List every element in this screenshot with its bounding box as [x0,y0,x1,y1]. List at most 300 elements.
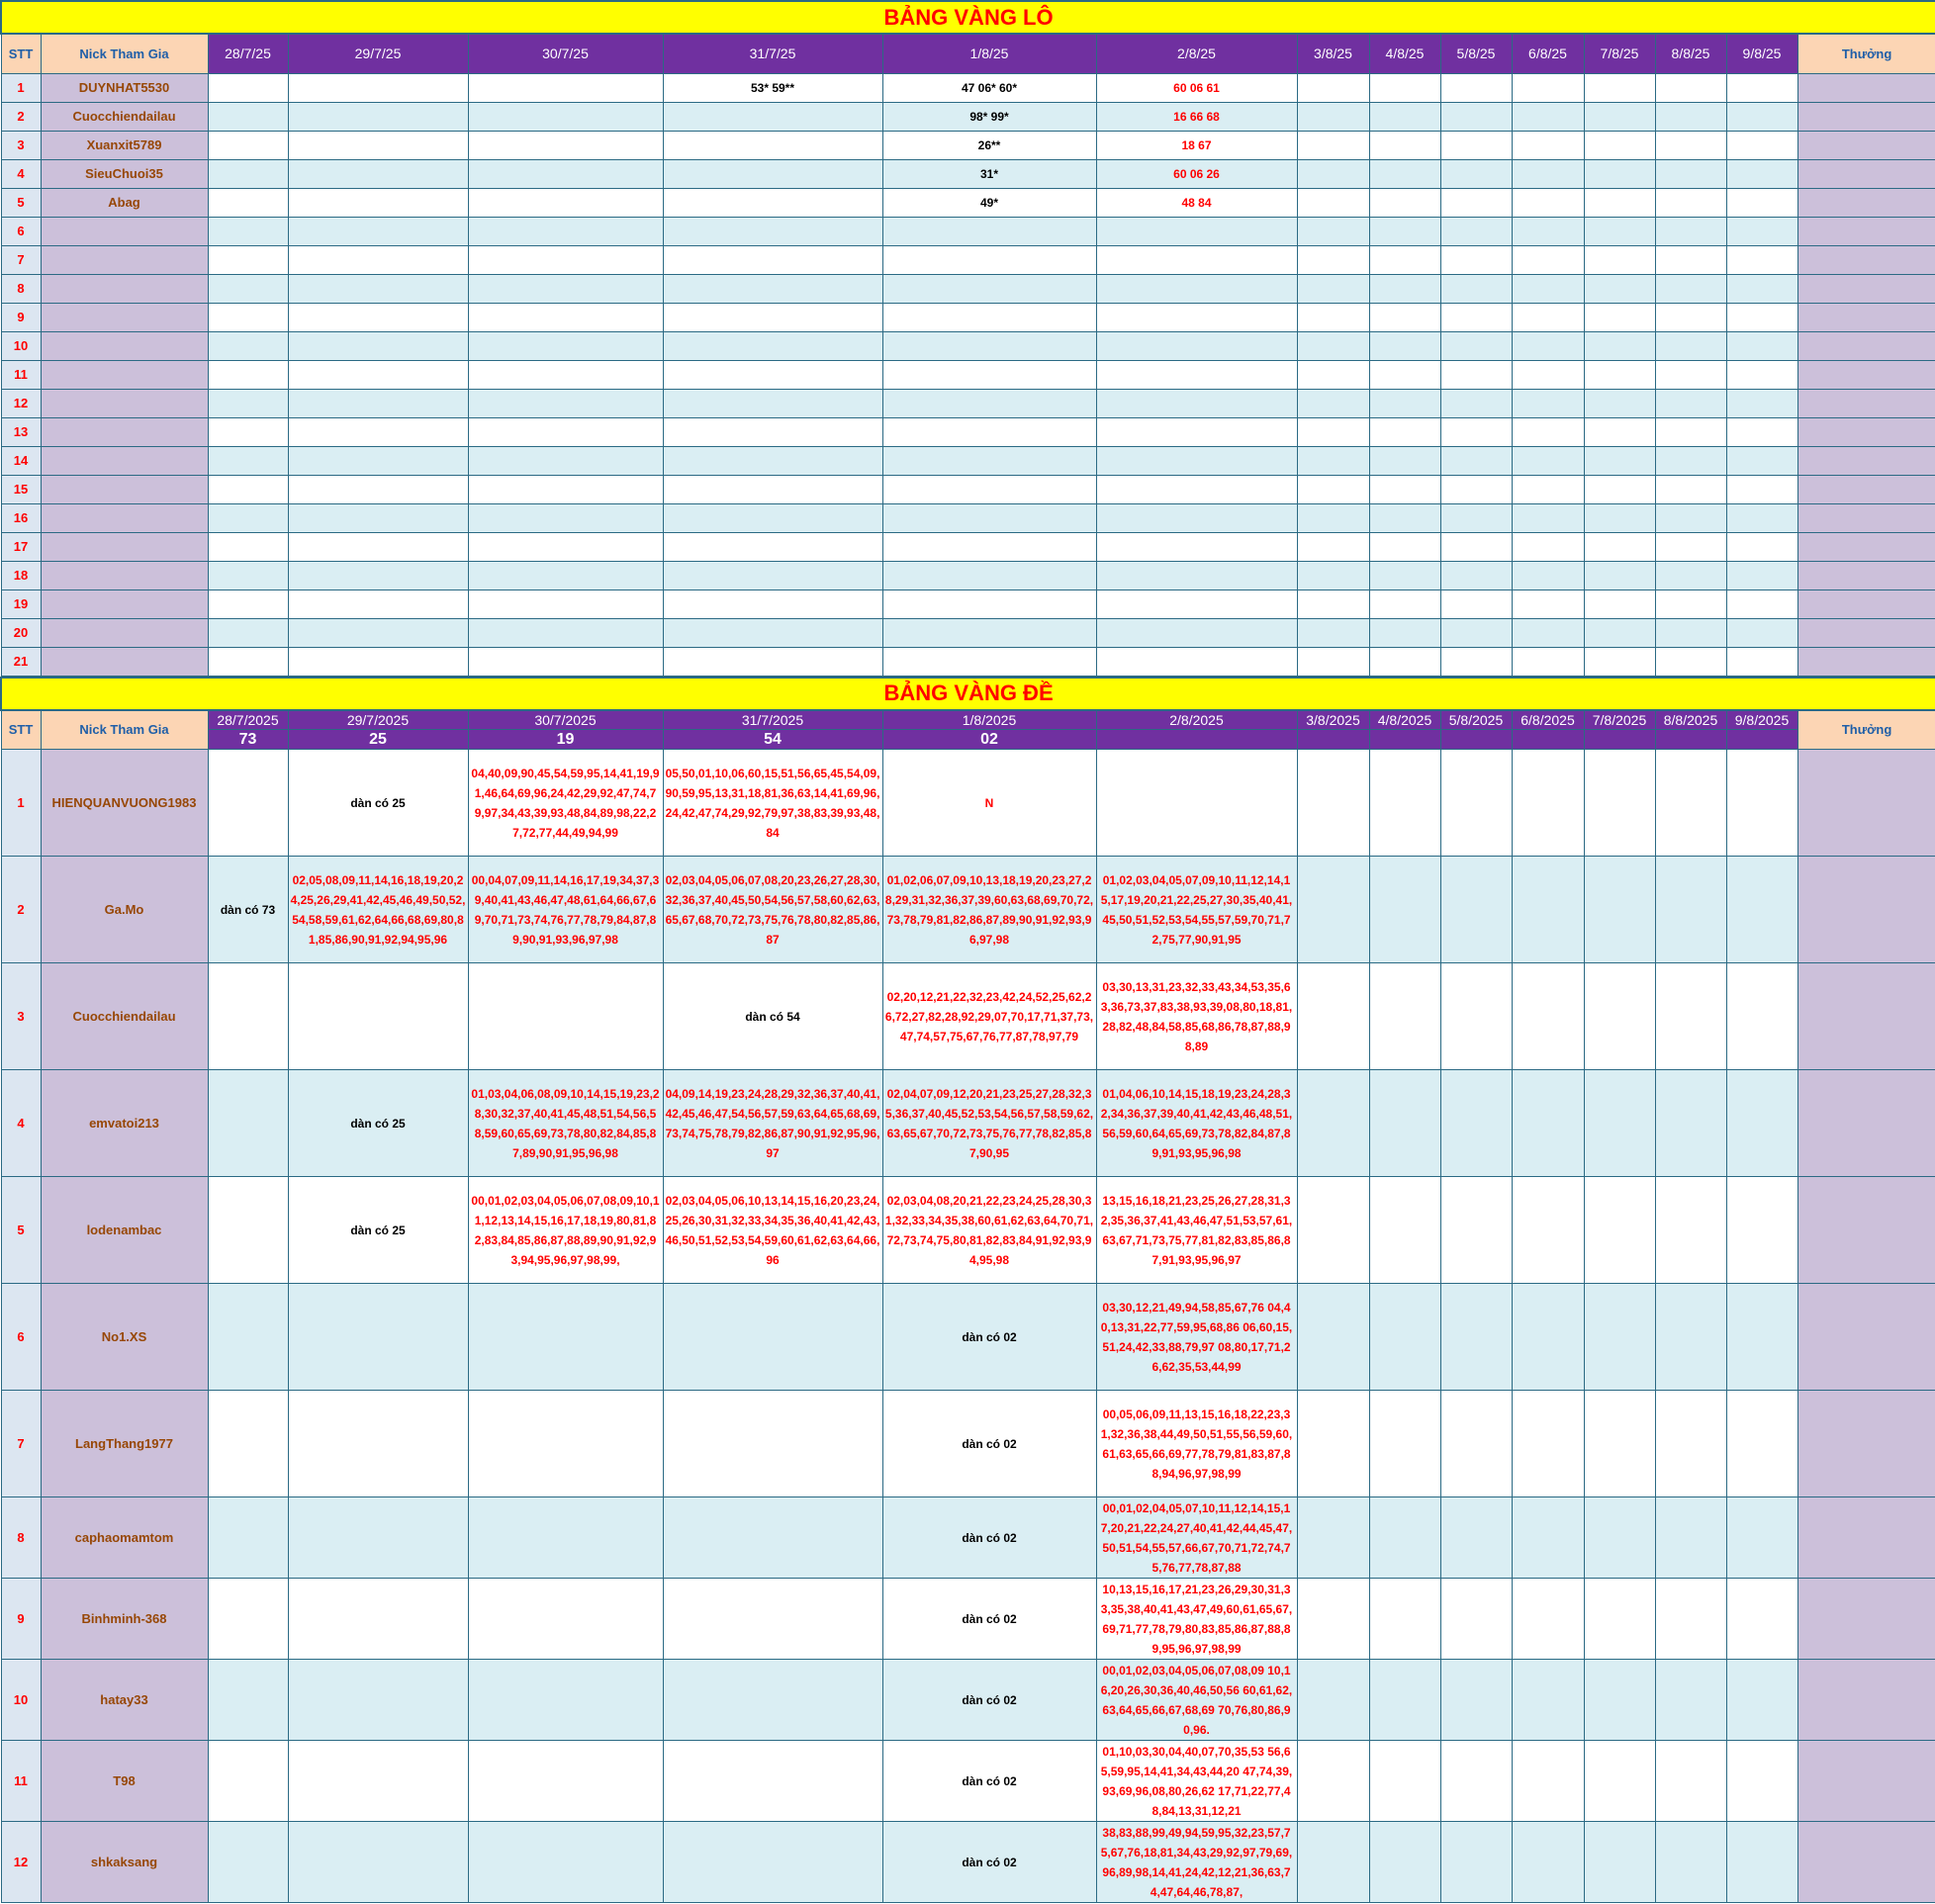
lo-cell [1297,131,1369,159]
lo-cell [1655,360,1726,389]
de-cell [1655,963,1726,1070]
lo-cell [1297,188,1369,217]
lo-nick [41,360,208,389]
de-cell: 01,04,06,10,14,15,18,19,23,24,28,32,34,36,37,39,40,41,42,43,46,48,51,56,59,60,64,65,69,73,78,82,84,87,89,91,93,95,96,98 [1096,1070,1297,1177]
de-reward-cell [1797,1177,1935,1284]
de-cell [208,1497,288,1579]
lo-cell [1297,303,1369,331]
lo-cell [882,245,1096,274]
lo-cell [288,217,468,245]
lo-cell [1369,331,1440,360]
de-cell [288,1579,468,1660]
lo-nick [41,331,208,360]
de-nick: caphaomamtom [41,1497,208,1579]
lo-cell [208,73,288,102]
lo-cell [1369,561,1440,589]
de-cell [468,1284,663,1391]
lo-cell [1512,188,1584,217]
lo-cell [288,561,468,589]
de-cell [1512,857,1584,963]
lo-cell [1369,417,1440,446]
de-cell [1512,1070,1584,1177]
lo-cell [1440,217,1512,245]
de-table [0,677,1935,1904]
lo-cell [1440,102,1512,131]
lo-cell [663,131,882,159]
lo-row [1,303,1935,331]
de-cell [208,1741,288,1822]
lo-header-stt: STT [1,34,41,73]
lo-cell [288,618,468,647]
de-stt: 3 [1,963,41,1070]
lo-cell [208,245,288,274]
lo-row [1,503,1935,532]
lo-cell [1512,131,1584,159]
lo-cell [1512,532,1584,561]
lo-stt: 10 [1,331,41,360]
de-cell [663,1284,882,1391]
de-cell: 02,20,12,21,22,32,23,42,24,52,25,62,26,72,27,82,28,92,29,07,70,17,71,37,73,47,74,57,75,67,76,77,87,78,97,79 [882,963,1096,1070]
lo-cell [663,245,882,274]
lo-cell [1512,417,1584,446]
lo-row [1,561,1935,589]
de-cell [663,1497,882,1579]
lo-cell [1297,475,1369,503]
de-cell [663,1391,882,1497]
lo-header-date: 6/8/25 [1512,34,1584,73]
lo-cell [1584,274,1655,303]
de-cell [468,1579,663,1660]
lo-header-date: 4/8/25 [1369,34,1440,73]
de-header-date: 7/8/2025 [1584,710,1655,730]
lo-cell [1096,503,1297,532]
lo-cell [1440,389,1512,417]
lo-nick: SieuChuoi35 [41,159,208,188]
lo-cell [1584,245,1655,274]
lo-cell [663,303,882,331]
lo-nick [41,389,208,417]
lo-cell [1512,589,1584,618]
de-cell [1440,1579,1512,1660]
lo-cell [1297,561,1369,589]
de-header-date: 4/8/2025 [1369,710,1440,730]
lo-nick [41,417,208,446]
lo-cell [663,647,882,676]
lo-cell [1369,274,1440,303]
de-header-date: 2/8/2025 [1096,710,1297,730]
lo-reward-cell [1797,618,1935,647]
de-cell [1440,963,1512,1070]
de-cell [1584,750,1655,857]
lo-cell [468,618,663,647]
lo-cell [468,274,663,303]
de-cell [1440,1822,1512,1903]
de-cell: 00,04,07,09,11,14,16,17,19,34,37,39,40,41,43,46,47,48,61,64,66,67,69,70,71,73,74,76,77,78,79,84,87,89,90,91,93,96,97,98 [468,857,663,963]
lo-cell [1297,503,1369,532]
de-cell [1655,1497,1726,1579]
de-stt: 11 [1,1741,41,1822]
de-cell [1369,750,1440,857]
lo-cell [288,331,468,360]
de-cell [1655,1660,1726,1741]
lo-row [1,475,1935,503]
de-header-date: 9/8/2025 [1726,710,1797,730]
de-reward-cell [1797,750,1935,857]
lo-cell [1369,303,1440,331]
lo-cell [1512,102,1584,131]
lo-nick [41,274,208,303]
de-result [1512,730,1584,750]
de-stt: 7 [1,1391,41,1497]
lo-cell [1726,561,1797,589]
lo-reward-cell [1797,73,1935,102]
lo-cell [1096,618,1297,647]
lo-cell [1655,417,1726,446]
de-row [1,750,1935,857]
de-cell [1297,1284,1369,1391]
de-cell [208,1391,288,1497]
lo-cell [1440,532,1512,561]
lo-header-date: 5/8/25 [1440,34,1512,73]
lo-header-date: 30/7/25 [468,34,663,73]
lo-cell [468,245,663,274]
de-cell [1726,857,1797,963]
lo-title: BẢNG VÀNG LÔ [1,1,1935,34]
lo-cell [882,417,1096,446]
lo-cell [468,73,663,102]
lo-cell [1297,73,1369,102]
de-cell [1726,1741,1797,1822]
lo-stt: 21 [1,647,41,676]
lo-cell [288,446,468,475]
de-cell [1297,963,1369,1070]
lo-cell [882,389,1096,417]
de-cell: 01,02,06,07,09,10,13,18,19,20,23,27,28,29,31,32,36,37,39,60,63,68,69,70,72,73,78,79,81,82,86,87,89,90,91,92,93,96,97,98 [882,857,1096,963]
lo-cell [468,417,663,446]
de-result [1655,730,1726,750]
lo-row [1,217,1935,245]
de-nick: LangThang1977 [41,1391,208,1497]
de-result: 73 [208,730,288,750]
de-cell: dàn có 25 [288,1070,468,1177]
de-result [1440,730,1512,750]
de-cell [208,1822,288,1903]
lo-cell [1655,73,1726,102]
de-cell [1726,1660,1797,1741]
lo-cell [1584,503,1655,532]
lo-cell [1584,188,1655,217]
lo-cell [1726,475,1797,503]
de-cell [288,1660,468,1741]
lo-cell [1297,618,1369,647]
de-cell [1726,1497,1797,1579]
lo-cell [882,647,1096,676]
de-cell [1297,1741,1369,1822]
lo-cell [882,217,1096,245]
lo-cell [208,618,288,647]
lo-reward-cell [1797,274,1935,303]
lo-cell [468,131,663,159]
de-cell [1297,1660,1369,1741]
de-cell [1440,1660,1512,1741]
lo-cell [1655,446,1726,475]
de-stt: 1 [1,750,41,857]
lo-cell [1584,73,1655,102]
de-cell: dàn có 02 [882,1741,1096,1822]
lo-cell: 60 06 26 [1096,159,1297,188]
lo-cell [1297,446,1369,475]
lo-cell [663,274,882,303]
lo-reward-cell [1797,647,1935,676]
lo-stt: 11 [1,360,41,389]
lo-cell [663,532,882,561]
lo-cell [1369,159,1440,188]
lo-cell [208,331,288,360]
de-cell [1584,1177,1655,1284]
lo-cell [288,417,468,446]
de-cell [1440,750,1512,857]
de-cell [1655,857,1726,963]
lo-cell [1584,446,1655,475]
lo-row [1,188,1935,217]
lo-cell [1096,589,1297,618]
de-cell [1297,1497,1369,1579]
lo-cell [1440,647,1512,676]
de-cell [288,1391,468,1497]
lo-cell [1440,446,1512,475]
lo-cell [1297,532,1369,561]
de-row [1,1579,1935,1660]
de-header-date: 8/8/2025 [1655,710,1726,730]
de-reward-cell [1797,857,1935,963]
de-cell: 38,83,88,99,49,94,59,95,32,23,57,75,67,76,18,81,34,43,29,92,97,79,69,96,89,98,14,41,24,42,12,21,36,63,74,47,64,46,78,87, [1096,1822,1297,1903]
de-cell [1655,1741,1726,1822]
lo-cell [1096,274,1297,303]
de-cell: 02,04,07,09,12,20,21,23,25,27,28,32,35,36,37,40,45,52,53,54,56,57,58,59,62,63,65,67,70,72,73,75,76,77,78,82,85,87,90,95 [882,1070,1096,1177]
lo-cell [1440,274,1512,303]
lo-cell [1726,647,1797,676]
de-nick: Ga.Mo [41,857,208,963]
de-cell: 03,30,13,31,23,32,33,43,34,53,35,63,36,73,37,83,38,93,39,08,80,18,81,28,82,48,84,58,85,68,86,78,87,88,98,89 [1096,963,1297,1070]
de-row [1,1741,1935,1822]
de-cell [1584,963,1655,1070]
lo-stt: 19 [1,589,41,618]
lo-header-reward: Thưởng [1797,34,1935,73]
de-cell [288,963,468,1070]
de-header-nick: Nick Tham Gia [41,710,208,750]
lo-reward-cell [1797,245,1935,274]
lo-cell [1440,245,1512,274]
lo-cell [1726,589,1797,618]
lo-cell [1584,331,1655,360]
de-nick: Cuocchiendailau [41,963,208,1070]
lo-cell [1584,360,1655,389]
lo-cell [1096,245,1297,274]
lo-cell [1369,188,1440,217]
lo-cell [882,561,1096,589]
lo-cell [1726,331,1797,360]
lo-cell [208,274,288,303]
lo-stt: 16 [1,503,41,532]
lo-header-date: 2/8/25 [1096,34,1297,73]
lo-cell [1297,331,1369,360]
lo-cell [1096,417,1297,446]
lo-nick [41,532,208,561]
de-cell: 01,03,04,06,08,09,10,14,15,19,23,28,30,32,37,40,41,45,48,51,54,56,58,59,60,65,69,73,78,80,82,84,85,87,89,90,91,95,96,98 [468,1070,663,1177]
lo-nick [41,589,208,618]
lo-cell [1369,618,1440,647]
lo-cell [468,303,663,331]
de-cell [1440,1070,1512,1177]
lo-cell [208,589,288,618]
lo-cell [1655,159,1726,188]
lo-cell: 16 66 68 [1096,102,1297,131]
lo-cell [1655,589,1726,618]
de-cell: 03,30,12,21,49,94,58,85,67,76 04,40,13,31,22,77,59,95,68,86 06,60,15,51,24,42,33,88,79,97 08,80,17,71,26,62,35,53,44,99 [1096,1284,1297,1391]
lo-reward-cell [1797,589,1935,618]
lo-cell [1584,217,1655,245]
lo-cell [208,303,288,331]
lo-cell: 26** [882,131,1096,159]
lo-cell [288,532,468,561]
lo-cell: 47 06* 60* [882,73,1096,102]
de-cell [1726,1391,1797,1497]
lo-cell [1440,618,1512,647]
de-cell [663,1741,882,1822]
lo-stt: 20 [1,618,41,647]
de-cell [663,1660,882,1741]
lo-nick [41,618,208,647]
lo-stt: 4 [1,159,41,188]
lo-row [1,532,1935,561]
de-cell [1440,1177,1512,1284]
de-cell: 02,05,08,09,11,14,16,18,19,20,24,25,26,29,41,42,45,46,49,50,52,54,58,59,61,62,64,66,68,69,80,81,85,86,90,91,92,94,95,96 [288,857,468,963]
lo-cell [1297,360,1369,389]
de-cell [1726,1070,1797,1177]
de-reward-cell [1797,963,1935,1070]
de-reward-cell [1797,1741,1935,1822]
de-cell [1512,1741,1584,1822]
de-row [1,963,1935,1070]
de-cell [1655,1177,1726,1284]
lo-header-date: 7/8/25 [1584,34,1655,73]
de-result [1726,730,1797,750]
lo-cell [468,503,663,532]
lo-cell [1726,131,1797,159]
lo-cell [468,188,663,217]
de-cell: dàn có 54 [663,963,882,1070]
de-row [1,857,1935,963]
lo-cell [288,475,468,503]
lo-cell [663,446,882,475]
lo-cell [1584,159,1655,188]
de-cell [1726,750,1797,857]
de-cell [208,1070,288,1177]
de-header-date: 6/8/2025 [1512,710,1584,730]
de-row [1,1391,1935,1497]
lo-stt: 18 [1,561,41,589]
de-cell: dàn có 02 [882,1391,1096,1497]
lo-cell [1512,274,1584,303]
de-nick: HIENQUANVUONG1983 [41,750,208,857]
lo-cell: 49* [882,188,1096,217]
lo-nick: Abag [41,188,208,217]
lo-reward-cell [1797,217,1935,245]
de-cell [1297,1177,1369,1284]
lo-cell [1369,647,1440,676]
lo-cell [1297,217,1369,245]
de-result: 19 [468,730,663,750]
de-cell: dàn có 02 [882,1497,1096,1579]
lo-row [1,159,1935,188]
lo-cell [1726,102,1797,131]
lo-row [1,446,1935,475]
lo-stt: 1 [1,73,41,102]
lo-cell [1297,417,1369,446]
lo-cell [663,589,882,618]
lo-cell [1096,561,1297,589]
lo-cell [1655,647,1726,676]
de-cell [468,1497,663,1579]
lo-nick [41,475,208,503]
lo-cell [1726,417,1797,446]
lo-nick [41,217,208,245]
lo-cell [1584,561,1655,589]
de-stt: 10 [1,1660,41,1741]
lo-stt: 12 [1,389,41,417]
lo-cell: 18 67 [1096,131,1297,159]
lo-cell [1726,73,1797,102]
lo-cell [1440,73,1512,102]
lo-cell [288,274,468,303]
lo-nick [41,245,208,274]
de-result [1584,730,1655,750]
de-row [1,1070,1935,1177]
lo-cell [1655,188,1726,217]
de-cell [1369,1070,1440,1177]
lo-cell [288,389,468,417]
lo-cell [288,102,468,131]
lo-cell [1655,561,1726,589]
lo-cell [208,417,288,446]
lo-nick [41,647,208,676]
de-header-date: 31/7/2025 [663,710,882,730]
lo-cell [1584,303,1655,331]
lo-cell [1440,561,1512,589]
de-cell [468,963,663,1070]
lo-nick: DUYNHAT5530 [41,73,208,102]
lo-cell [208,131,288,159]
de-cell [288,1284,468,1391]
de-cell [1369,1177,1440,1284]
de-cell [1655,1822,1726,1903]
lo-row [1,618,1935,647]
de-cell [1512,1497,1584,1579]
lo-row [1,102,1935,131]
de-cell [663,1579,882,1660]
de-result: 25 [288,730,468,750]
lo-cell [208,561,288,589]
lo-cell [288,589,468,618]
lo-header-date: 1/8/25 [882,34,1096,73]
lo-cell [663,618,882,647]
de-cell [208,1177,288,1284]
lo-cell [663,475,882,503]
de-cell: 04,09,14,19,23,24,28,29,32,36,37,40,41,42,45,46,47,54,56,57,59,63,64,65,68,69,73,74,75,78,79,82,86,87,90,91,92,95,96,97 [663,1070,882,1177]
de-cell [208,1284,288,1391]
de-cell [468,1391,663,1497]
lo-cell [1584,389,1655,417]
